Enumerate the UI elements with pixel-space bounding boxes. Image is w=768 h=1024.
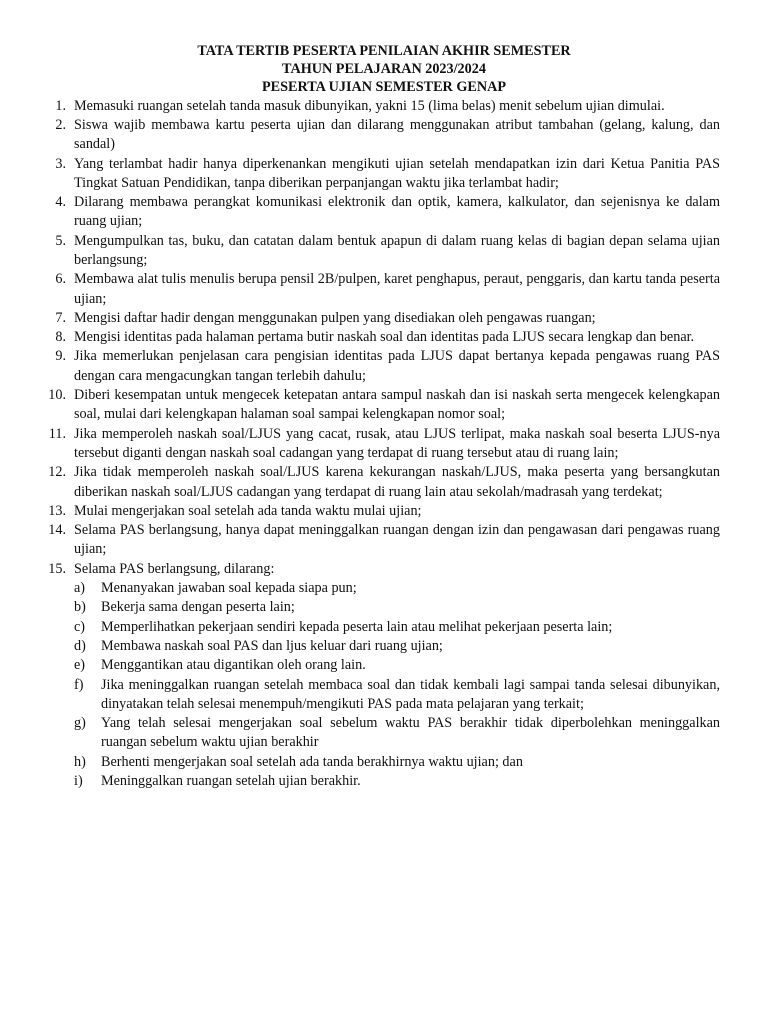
rule-number: 4. [55, 194, 66, 211]
sub-rule-text: Menggantikan atau digantikan oleh orang lain. [101, 657, 366, 674]
rule-number: 7. [55, 309, 66, 326]
rule-item [48, 116, 720, 155]
sub-rule-text: Membawa naskah soal PAS dan ljus keluar dari ruang ujian; [101, 637, 443, 654]
rule-item [48, 97, 720, 116]
rule-text: Jika memperoleh naskah soal/LJUS yang cacat, rusak, atau LJUS terlipat, maka naskah soal beserta LJUS-nya tersebut diganti dengan naskah soal cadangan yang terdapat di ruang tersebut atau di ruang lain; [74, 425, 720, 461]
rule-item [48, 232, 720, 271]
rule-text: Dilarang membawa perangkat komunikasi elektronik dan optik, kamera, kalkulator, dan sejenisnya ke dalam ruang ujian; [74, 194, 720, 230]
rule-number: 9. [55, 348, 66, 365]
title-line-2: TAHUN PELAJARAN 2023/2024 [282, 61, 486, 78]
rule-text: Jika tidak memperoleh naskah soal/LJUS karena kekurangan naskah/LJUS, maka peserta yang bersangkutan diberikan naskah soal/LJUS cadangan yang terdapat di ruang lain atau sekolah/madrasah yang terdekat; [74, 464, 720, 500]
rule-number: 11. [48, 425, 66, 442]
sub-rule-letter: a) [74, 580, 86, 597]
rule-item [48, 425, 720, 464]
rule-item [48, 328, 720, 347]
sub-rule-text: Yang telah selesai mengerjakan soal sebelum waktu PAS berakhir tidak diperbolehkan meninggalkan ruangan sebelum waktu ujian berakhir [101, 715, 720, 751]
sub-rule-item [74, 772, 720, 791]
sub-rule-letter: i) [74, 773, 83, 789]
rule-number: 6. [55, 271, 66, 288]
rule-number: 15. [48, 560, 66, 577]
title-line-3: PESERTA UJIAN SEMESTER GENAP [261, 79, 507, 96]
rule-number: 14. [48, 522, 66, 539]
rule-item [48, 463, 720, 502]
rule-text: Mengumpulkan tas, buku, dan catatan dalam bentuk apapun di dalam ruang kelas di bagian depan selama ujian berlangsung; [74, 232, 720, 268]
sub-rule-text: Bekerja sama dengan peserta lain; [101, 599, 295, 616]
rule-number: 12. [48, 464, 66, 481]
sub-rule-item [74, 656, 720, 675]
document-title [48, 42, 720, 97]
sub-rule-text: Jika meninggalkan ruangan setelah membaca soal dan tidak kembali lagi sampai tanda selesai dibunyikan, dinyatakan telah selesai menempuh/mengikuti PAS pada mata pelajaran yang terkait; [101, 676, 720, 712]
sub-rule-letter: c) [74, 618, 86, 635]
rule-item [48, 560, 720, 792]
rule-text: Diberi kesempatan untuk mengecek ketepatan antara sampul naskah dan isi naskah serta mengecek kelengkapan soal, mulai dari kelengkapan halaman soal sampai kelengkapan nomor soal; [74, 387, 720, 423]
sub-rule-item [74, 637, 720, 656]
rule-number: 5. [55, 232, 66, 249]
rule-number: 1. [55, 97, 66, 114]
rule-text: Selama PAS berlangsung, hanya dapat meninggalkan ruangan dengan izin dan pengawasan dari pengawas ruang ujian; [74, 522, 720, 558]
sub-rule-text: Memperlihatkan pekerjaan sendiri kepada peserta lain atau melihat pekerjaan peserta lain; [101, 618, 613, 635]
rule-text: Mengisi daftar hadir dengan menggunakan pulpen yang disediakan oleh pengawas ruangan; [74, 309, 596, 326]
sub-rule-item [74, 753, 720, 772]
sub-rule-text: Berhenti mengerjakan soal setelah ada tanda berakhirnya waktu ujian; dan [101, 753, 523, 770]
rule-text: Membawa alat tulis menulis berupa pensil 2B/pulpen, karet penghapus, peraut, penggaris, dan kartu tanda peserta ujian; [74, 271, 720, 307]
rule-text: Selama PAS berlangsung, dilarang: [74, 560, 275, 577]
sub-rule-item [74, 676, 720, 715]
sub-rule-item [74, 598, 720, 617]
rule-text: Mulai mengerjakan soal setelah ada tanda waktu mulai ujian; [74, 502, 422, 519]
rule-number: 3. [55, 155, 66, 172]
sub-rule-letter: d) [74, 637, 86, 654]
rule-number: 2. [55, 116, 66, 133]
sub-rule-letter: f) [74, 676, 84, 693]
sub-rule-text: Menanyakan jawaban soal kepada siapa pun; [101, 580, 357, 597]
rule-item [48, 270, 720, 309]
sub-rule-letter: e) [74, 657, 86, 674]
rule-item [48, 309, 720, 328]
sub-rules-list [74, 579, 720, 791]
rule-item [48, 193, 720, 232]
rule-item [48, 502, 720, 521]
rule-number: 13. [48, 502, 66, 519]
rule-item [48, 386, 720, 425]
rule-text: Jika memerlukan penjelasan cara pengisian identitas pada LJUS dapat bertanya kepada pengawas ruang PAS dengan cara mengacungkan tangan terlebih dahulu; [74, 348, 720, 384]
sub-rule-item [74, 579, 720, 598]
sub-rule-letter: b) [74, 599, 86, 616]
sub-rule-item [74, 714, 720, 753]
rule-item [48, 155, 720, 194]
sub-rule-letter: h) [74, 753, 86, 770]
sub-rule-letter: g) [74, 715, 86, 732]
rules-list [48, 97, 720, 792]
title-line-1: TATA TERTIB PESERTA PENILAIAN AKHIR SEMESTER [197, 43, 571, 59]
rule-number: 8. [55, 329, 66, 346]
rule-item [48, 521, 720, 560]
rule-item [48, 347, 720, 386]
rule-text: Memasuki ruangan setelah tanda masuk dibunyikan, yakni 15 (lima belas) menit sebelum ujian dimulai. [74, 97, 665, 114]
rule-text: Yang terlambat hadir hanya diperkenankan mengikuti ujian setelah mendapatkan izin dari Ketua Panitia PAS Tingkat Satuan Pendidikan, tanpa diberikan perpanjangan waktu jika terlambat hadir; [74, 155, 720, 191]
rule-number: 10. [48, 387, 66, 404]
sub-rule-text: Meninggalkan ruangan setelah ujian berakhir. [101, 773, 361, 789]
rule-text: Mengisi identitas pada halaman pertama butir naskah soal dan identitas pada LJUS secara lengkap dan benar. [74, 329, 695, 346]
sub-rule-item [74, 618, 720, 637]
rule-text: Siswa wajib membawa kartu peserta ujian dan dilarang menggunakan atribut tambahan (gelang, kalung, dan sandal) [74, 116, 720, 153]
